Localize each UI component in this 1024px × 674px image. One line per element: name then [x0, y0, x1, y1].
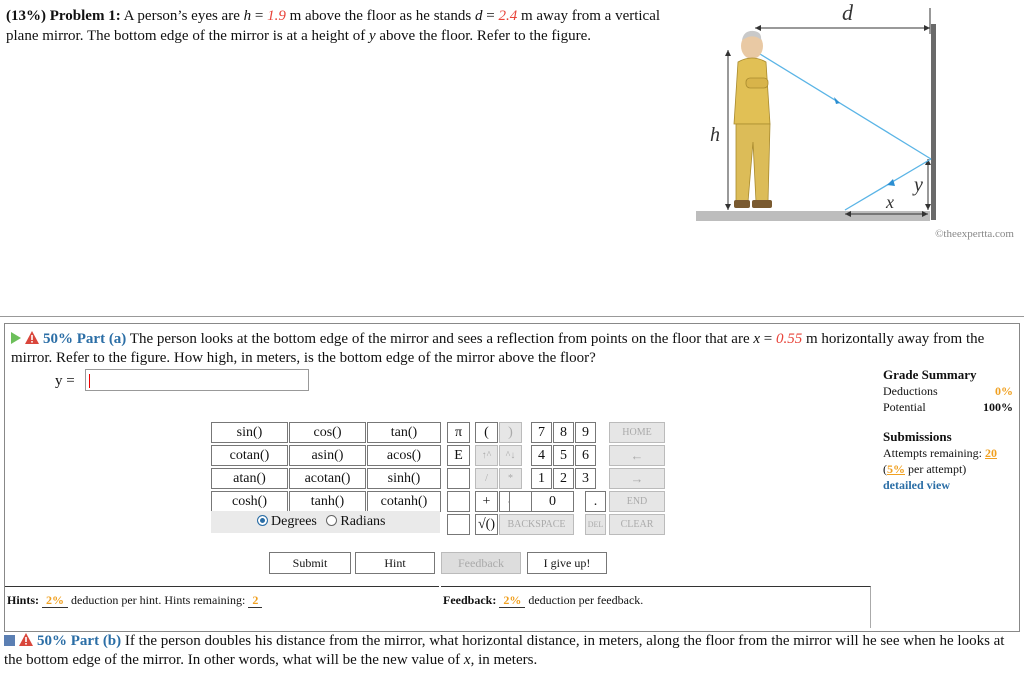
key-power-up[interactable]: ↑^: [475, 445, 498, 466]
h-arrow-down: [725, 204, 731, 210]
key-tan[interactable]: tan(): [367, 422, 441, 443]
potential-value: 100%: [983, 400, 1013, 414]
key-blank[interactable]: [447, 491, 470, 512]
key-divide[interactable]: /: [475, 468, 498, 489]
value-x: 0.55: [776, 331, 803, 347]
var-y: y: [368, 28, 376, 44]
d-arrow-right: [924, 25, 930, 31]
value-d: 2.4: [498, 8, 518, 24]
hints-panel: [5, 586, 439, 628]
key-decimal[interactable]: .: [585, 491, 606, 512]
key-5[interactable]: 5: [553, 445, 574, 466]
feedback-button[interactable]: Feedback: [441, 552, 521, 574]
separator: [0, 316, 1024, 317]
key-2[interactable]: 2: [553, 468, 574, 489]
var-h: h: [243, 8, 252, 24]
hints-remaining: 2: [248, 593, 262, 608]
warning-icon: [19, 633, 33, 646]
y-arrow-down: [925, 204, 931, 210]
deductions-value: 0%: [995, 384, 1013, 398]
hints-text: deduction per hint. Hints remaining:: [71, 593, 246, 607]
part-a-title: Part (a): [76, 331, 127, 347]
radians-label: Radians: [340, 514, 386, 529]
detailed-view-link[interactable]: detailed view: [883, 478, 950, 492]
key-right-arrow[interactable]: →: [609, 468, 665, 489]
key-3[interactable]: 3: [575, 468, 596, 489]
radians-option[interactable]: [326, 514, 385, 529]
key-8[interactable]: 8: [553, 422, 574, 443]
ray-arrow: [887, 179, 895, 186]
key-paren-close[interactable]: ): [499, 422, 522, 443]
grade-summary: [883, 367, 1013, 493]
attempts-row: [883, 445, 1013, 461]
feedback-deduction: 2%: [499, 593, 525, 608]
key-power-down[interactable]: ^↓: [499, 445, 522, 466]
key-blank[interactable]: [447, 514, 470, 535]
equals: =: [486, 8, 495, 24]
hint-button[interactable]: Hint: [355, 552, 435, 574]
radio-selected-icon[interactable]: [257, 515, 268, 526]
key-9[interactable]: 9: [575, 422, 596, 443]
figure-svg: [690, 4, 1020, 234]
key-6[interactable]: 6: [575, 445, 596, 466]
h-arrow-up: [725, 50, 731, 56]
degrees-label: Degrees: [271, 514, 317, 529]
key-clear[interactable]: CLEAR: [609, 514, 665, 535]
play-icon[interactable]: [11, 332, 21, 344]
key-cotanh[interactable]: cotanh(): [367, 491, 441, 512]
var-x: x: [463, 652, 471, 668]
hint-deduction: 2%: [42, 593, 68, 608]
problem-text: A person’s eyes are: [123, 8, 240, 24]
key-left-arrow[interactable]: ←: [609, 445, 665, 466]
per-attempt-value: 5%: [887, 462, 905, 476]
feedback-text: deduction per feedback.: [528, 593, 644, 607]
mirror: [931, 24, 936, 220]
mirror-figure: [690, 4, 1020, 250]
key-end[interactable]: END: [609, 491, 665, 512]
problem-weight: (13%): [6, 8, 46, 24]
key-sin[interactable]: sin(): [211, 422, 288, 443]
key-7[interactable]: 7: [531, 422, 552, 443]
submissions-title: Submissions: [883, 429, 952, 444]
per-attempt-label: per attempt): [908, 462, 967, 476]
warning-icon: [25, 331, 39, 344]
light-ray-incident: [760, 54, 931, 159]
key-multiply[interactable]: *: [499, 468, 522, 489]
potential-label: Potential: [883, 400, 926, 414]
problem-text: m away from a vertical plane mirror. The bottom edge of the mirror is at a height of: [6, 8, 661, 44]
deductions-row: [883, 383, 1013, 399]
radio-unselected-icon[interactable]: [326, 515, 337, 526]
feedback-panel: [441, 586, 871, 628]
deductions-label: Deductions: [883, 384, 938, 398]
part-b-text-end: , in meters.: [470, 652, 538, 668]
degrees-option[interactable]: [257, 514, 317, 529]
key-sqrt[interactable]: √(): [475, 514, 498, 535]
label-d: d: [842, 4, 853, 25]
key-del[interactable]: DEL: [585, 514, 606, 535]
grade-summary-title: Grade Summary: [883, 367, 977, 382]
key-asin[interactable]: asin(): [289, 445, 366, 466]
key-plus[interactable]: +: [475, 491, 498, 512]
part-b-question: [4, 632, 1018, 670]
problem-statement: [6, 6, 666, 46]
value-h: 1.9: [267, 8, 286, 24]
part-b-text: If the person doubles his distance from the mirror, what horizontal distance, in meters, along the floor from the mirror will he see when he looks at the bottom edge of the mirror. In other words, what will be the new value of: [4, 633, 1005, 668]
part-b-status-icon[interactable]: [4, 635, 15, 646]
label-y: y: [914, 174, 923, 196]
part-a-question: [11, 330, 1017, 368]
part-a-percent: 50%: [43, 331, 73, 347]
answer-label: y =: [55, 373, 75, 389]
give-up-button[interactable]: I give up!: [527, 552, 607, 574]
attempts-value: 20: [984, 446, 997, 460]
problem-text: m above the floor as he stands: [289, 8, 472, 24]
key-cosh[interactable]: cosh(): [211, 491, 288, 512]
label-h: h: [710, 124, 720, 146]
key-atan[interactable]: atan(): [211, 468, 288, 489]
key-blank[interactable]: [447, 468, 470, 489]
hints-label: Hints:: [7, 593, 40, 607]
submit-button[interactable]: Submit: [269, 552, 351, 574]
key-paren-open[interactable]: (: [475, 422, 498, 443]
part-a-text: The person looks at the bottom edge of the mirror and sees a reflection from points on the floor that are: [129, 331, 750, 347]
per-attempt-row: (5% per attempt): [883, 462, 967, 476]
problem-text: above the floor. Refer to the figure.: [379, 28, 591, 44]
text-cursor: [89, 374, 90, 388]
key-4[interactable]: 4: [531, 445, 552, 466]
attempts-label: Attempts remaining:: [883, 446, 982, 460]
answer-input[interactable]: [85, 369, 309, 391]
key-0[interactable]: 0: [531, 491, 574, 512]
key-tanh[interactable]: tanh(): [289, 491, 366, 512]
d-arrow-left: [755, 25, 761, 31]
copyright: ©theexpertta.com: [935, 228, 1014, 240]
potential-row: [883, 399, 1013, 415]
key-acotan[interactable]: acotan(): [289, 468, 366, 489]
key-cotan[interactable]: cotan(): [211, 445, 288, 466]
feedback-label: Feedback:: [443, 593, 497, 607]
key-backspace[interactable]: BACKSPACE: [499, 514, 574, 535]
key-home[interactable]: HOME: [609, 422, 665, 443]
angle-mode-toggle: [211, 511, 440, 533]
key-1[interactable]: 1: [531, 468, 552, 489]
part-a-panel: [4, 323, 1020, 632]
equals: =: [254, 8, 264, 24]
part-b-title[interactable]: Part (b): [70, 633, 122, 649]
key-acos[interactable]: acos(): [367, 445, 441, 466]
key-cos[interactable]: cos(): [289, 422, 366, 443]
equals: =: [763, 331, 773, 347]
key-pi[interactable]: π: [447, 422, 470, 443]
label-x: x: [886, 192, 894, 212]
var-x: x: [753, 331, 761, 347]
floor: [696, 211, 930, 221]
part-b-percent: 50%: [37, 633, 67, 649]
key-sinh[interactable]: sinh(): [367, 468, 441, 489]
problem-label: Problem 1:: [49, 8, 121, 24]
part-a-text: m horizontally away from the mirror. Refer to the figure. How high, in meters, is the bottom edge of the mirror above the floor?: [11, 331, 985, 366]
key-e[interactable]: E: [447, 445, 470, 466]
var-d: d: [474, 8, 483, 24]
